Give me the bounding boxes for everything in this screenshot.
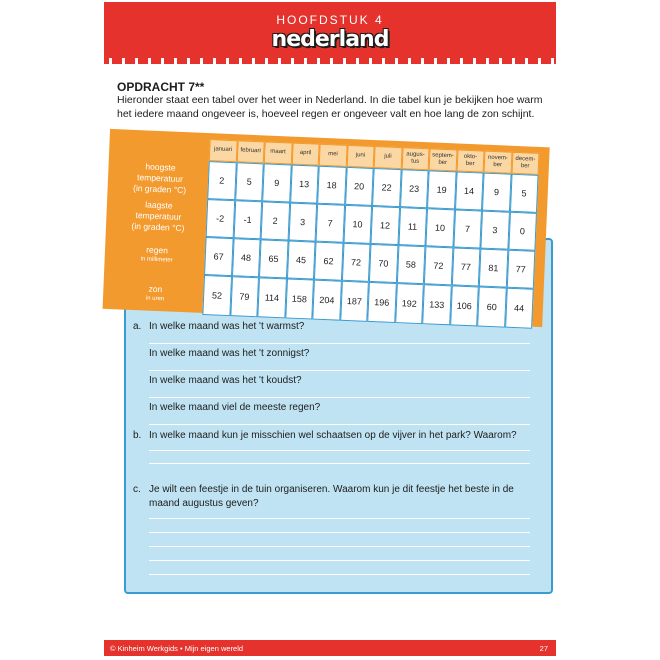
table-cell: -1	[233, 200, 262, 239]
table-cell: 20	[345, 167, 374, 206]
table-cell: 48	[232, 238, 261, 277]
answer-line[interactable]	[149, 370, 530, 371]
row-label-text: regen	[146, 244, 169, 255]
table-cell: 7	[453, 209, 482, 248]
table-cell: 19	[427, 170, 456, 209]
table-cell: 5	[235, 162, 264, 201]
table-cell: 192	[395, 283, 424, 324]
month-header: juni	[355, 152, 366, 159]
month-header: juli	[384, 153, 392, 160]
table-cell: -2	[206, 199, 235, 238]
answer-line[interactable]	[149, 463, 530, 464]
table-cell: 67	[204, 237, 233, 276]
table-cell: 2	[261, 201, 290, 240]
chapter-label: HOOFDSTUK 4	[276, 13, 384, 27]
table-cell: 45	[286, 240, 315, 279]
table-cell: 158	[285, 278, 314, 319]
month-header: april	[299, 149, 312, 157]
table-cell: 23	[400, 169, 429, 208]
question-a1: In welke maand was het 't warmst?	[149, 321, 305, 332]
month-header: decem- ber	[515, 155, 536, 170]
table-cell: 3	[480, 211, 509, 250]
table-cell: 44	[505, 288, 534, 329]
table-cell: 0	[508, 212, 537, 251]
row-label	[112, 195, 206, 237]
row-label-text: zon	[148, 283, 163, 294]
answer-line[interactable]	[149, 546, 530, 547]
month-header: septem- ber	[432, 151, 454, 166]
table-cell: 106	[450, 285, 479, 326]
table-cell: 3	[288, 203, 317, 242]
table-cell: 187	[340, 281, 369, 322]
table-cell: 79	[230, 276, 259, 317]
answer-line[interactable]	[149, 343, 530, 344]
table-cell: 2	[207, 161, 236, 200]
table-cell: 204	[312, 280, 341, 321]
answer-line[interactable]	[149, 560, 530, 561]
table-cell: 11	[398, 207, 427, 246]
answer-line[interactable]	[149, 532, 530, 533]
question-c-letter: c.	[133, 484, 141, 495]
question-a3: In welke maand was het 't koudst?	[149, 375, 302, 386]
month-header: okto- ber	[463, 153, 478, 167]
table-cell: 60	[477, 286, 506, 327]
table-cell: 52	[202, 275, 231, 316]
weather-table	[105, 131, 548, 325]
month-header: novem- ber	[487, 154, 509, 168]
row-label	[110, 233, 204, 275]
row-label	[113, 157, 207, 199]
table-cell: 65	[259, 239, 288, 278]
month-header: januari	[213, 146, 233, 154]
assignment-title: OPDRACHT 7**	[117, 80, 205, 94]
table-cell: 72	[341, 243, 370, 282]
chapter-title: nederland	[271, 27, 389, 52]
question-c: Je wilt een feestje in de tuin organiseren. Waarom kun je dit feestje het beste in de maand augustus geven?	[149, 484, 514, 509]
page-number: 27	[539, 644, 548, 653]
table-cell: 18	[317, 166, 346, 205]
answer-line[interactable]	[149, 518, 530, 519]
question-a-letter: a.	[133, 321, 142, 332]
table-cell: 9	[262, 163, 291, 202]
table-cell: 58	[396, 245, 425, 284]
answer-line[interactable]	[149, 450, 530, 451]
table-cell: 22	[372, 168, 401, 207]
table-cell: 62	[314, 242, 343, 281]
table-cell: 10	[425, 208, 454, 247]
row-unit: in uren	[145, 295, 165, 302]
month-header: februari	[240, 147, 261, 155]
table-cell: 70	[369, 244, 398, 283]
table-cell: 72	[424, 246, 453, 285]
table-cell: 10	[343, 205, 372, 244]
footer-copyright: © Kinheim Werkgids • Mijn eigen wereld	[110, 644, 244, 653]
chapter-banner	[104, 2, 556, 60]
table-cell: 13	[290, 165, 319, 204]
row-label	[108, 271, 202, 315]
answer-line[interactable]	[149, 424, 530, 425]
assignment-intro: Hieronder staat een tabel over het weer in Nederland. In die tabel kun je bekijken hoe warm het iedere maand ongeveer is, hoeveel regen er ongeveer valt en hoe lang de zon schijnt.	[117, 94, 543, 120]
table-cell: 81	[479, 249, 508, 288]
table-cell: 77	[451, 247, 480, 286]
table-cell: 12	[370, 206, 399, 245]
month-header: maart	[270, 148, 286, 156]
month-header: augus- tus	[406, 150, 425, 165]
table-cell: 133	[422, 284, 451, 325]
month-header: mei	[328, 151, 338, 158]
question-a4: In welke maand viel de meeste regen?	[149, 402, 321, 413]
table-cell: 5	[509, 174, 538, 213]
answer-line[interactable]	[149, 574, 530, 575]
row-label-text: laagste temperatuur (in graden °C)	[131, 198, 185, 233]
question-a2: In welke maand was het 't zonnigst?	[149, 348, 310, 359]
table-cell: 7	[316, 204, 345, 243]
answer-line[interactable]	[149, 397, 530, 398]
table-cell: 9	[482, 173, 511, 212]
table-cell: 77	[506, 250, 535, 289]
question-b: In welke maand kun je misschien wel schaatsen op de vijver in het park? Waarom?	[149, 430, 517, 441]
table-cell: 114	[257, 277, 286, 318]
footer-bar	[104, 640, 556, 656]
row-label-text: hoogste temperatuur (in graden °C)	[132, 160, 187, 195]
row-unit: in millimeter	[140, 255, 173, 264]
table-cell: 14	[455, 171, 484, 210]
table-cell: 196	[367, 282, 396, 323]
question-b-letter: b.	[133, 430, 142, 441]
